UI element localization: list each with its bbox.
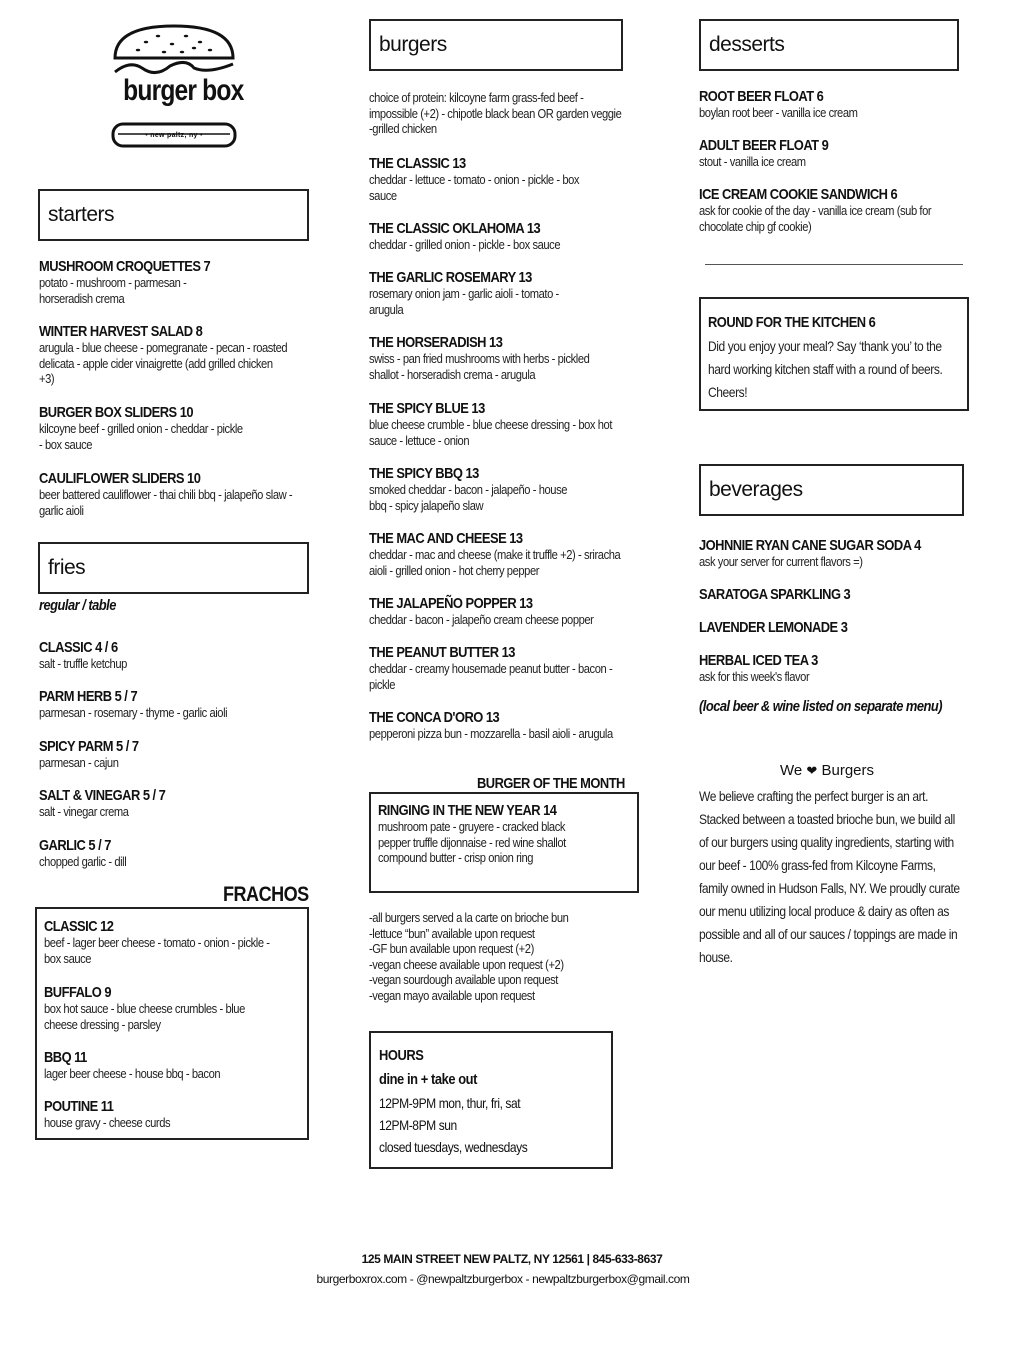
desserts-title: desserts [709, 33, 785, 56]
fries-item [39, 837, 324, 870]
burger-item [369, 334, 654, 382]
burger-item [369, 220, 654, 253]
item-name: RINGING IN THE NEW YEAR 14 [378, 802, 557, 819]
hours-line: 12PM-8PM sun [379, 1117, 457, 1133]
item-name: THE SPICY BBQ 13 [369, 465, 479, 482]
note-line: -lettuce “bun” available upon request [369, 925, 535, 941]
burger-item [369, 155, 654, 203]
brand-location: • new paltz, ny • [145, 132, 203, 139]
note-line: -vegan mayo available upon request [369, 987, 535, 1003]
item-name: THE PEANUT BUTTER 13 [369, 644, 515, 661]
dessert-item [699, 137, 984, 170]
item-name: CAULIFLOWER SLIDERS 10 [39, 470, 201, 487]
item-desc: mushroom pate - gruyere - cracked black pepper truffle dijonnaise - red wine shallot compound butter - crisp onion ring [378, 819, 566, 865]
note-line: -vegan cheese available upon request (+2) [369, 956, 564, 972]
fries-item [39, 787, 324, 820]
item-desc: ask for cookie of the day - vanilla ice cream (sub for chocolate chip gf cookie) [699, 203, 932, 234]
item-name: ROOT BEER FLOAT 6 [699, 88, 824, 105]
item-desc: parmesan - cajun [39, 755, 119, 770]
hours-line: closed tuesdays, wednesdays [379, 1139, 528, 1155]
beverage-item [699, 619, 984, 636]
fries-item [39, 688, 324, 721]
item-desc: boylan root beer - vanilla ice cream [699, 105, 858, 120]
item-desc: blue cheese crumble - blue cheese dressing - box hot sauce - lettuce - onion [369, 417, 613, 448]
about-text: We believe crafting the perfect burger is an art. Stacked between a toasted brioche bun, we build all of our burgers using quality ingredients, starting with our beef - 100% grass-fed from Kilcoyne Farms, family owned in Hudson Falls, NY. We proudly curate our menu utilizing local produce & dairy as often as possible and all of our sauces / toppings are made in house. [699, 788, 960, 965]
frachos-item [44, 984, 329, 1032]
note-line: -GF bun available upon request (+2) [369, 941, 534, 956]
item-desc: salt - vinegar crema [39, 804, 129, 819]
item-desc: cheddar - creamy housemade peanut butter - bacon - pickle [369, 661, 613, 692]
item-name: HERBAL ICED TEA 3 [699, 652, 818, 669]
item-name: THE HORSERADISH 13 [369, 334, 503, 351]
fries-item [39, 639, 324, 672]
item-desc: beef - lager beer cheese - tomato - onion - pickle - box sauce [44, 935, 270, 966]
item-name: BURGER BOX SLIDERS 10 [39, 404, 194, 421]
item-name: WINTER HARVEST SALAD 8 [39, 323, 203, 340]
burger-item [369, 269, 654, 317]
burger-of-month-item [378, 802, 663, 866]
divider [705, 264, 963, 265]
item-name: SPICY PARM 5 / 7 [39, 738, 139, 755]
item-name: CLASSIC 12 [44, 918, 114, 935]
item-desc: ask your server for current flavors =) [699, 554, 863, 569]
item-name: THE SPICY BLUE 13 [369, 400, 485, 417]
frachos-item [44, 918, 329, 966]
burger-item [369, 709, 654, 742]
item-name: MUSHROOM CROQUETTES 7 [39, 258, 211, 275]
item-desc: cheddar - bacon - jalapeño cream cheese popper [369, 612, 594, 627]
item-desc: rosemary onion jam - garlic aioli - tomato - arugula [369, 286, 559, 317]
starter-item [39, 258, 324, 306]
dessert-item [699, 88, 984, 121]
fries-title: fries [48, 556, 86, 579]
dessert-item [699, 186, 984, 234]
footer-address: 125 MAIN STREET NEW PALTZ, NY 12561 | 845-633-8637 [361, 1252, 663, 1266]
beverage-item [699, 586, 984, 603]
hours-line: 12PM-9PM mon, thur, fri, sat [379, 1095, 521, 1111]
starter-item [39, 323, 324, 387]
fries-header [38, 542, 309, 594]
item-name: ADULT BEER FLOAT 9 [699, 137, 829, 154]
item-name: GARLIC 5 / 7 [39, 837, 111, 854]
kitchen-title: ROUND FOR THE KITCHEN 6 [708, 314, 876, 331]
item-desc: chopped garlic - dill [39, 854, 127, 869]
item-desc: potato - mushroom - parmesan - horseradish crema [39, 275, 187, 306]
beverage-item [699, 537, 984, 570]
about-title [780, 762, 874, 779]
beverages-title: beverages [709, 478, 803, 501]
item-desc: pepperoni pizza bun - mozzarella - basil aioli - arugula [369, 726, 613, 741]
fries-item [39, 738, 324, 771]
burgers-intro: choice of protein: kilcoyne farm grass-fed beef - impossible (+2) - chipotle black bean OR garden veggie -grilled chicken [369, 90, 622, 136]
note-line: -vegan sourdough available upon request [369, 972, 558, 987]
item-name: ICE CREAM COOKIE SANDWICH 6 [699, 186, 898, 203]
burger-of-month-label: BURGER OF THE MONTH [477, 775, 625, 792]
fries-subtitle: regular / table [39, 597, 116, 614]
starters-header [38, 189, 309, 241]
item-desc: cheddar - lettuce - tomato - onion - pickle - box sauce [369, 172, 580, 203]
hours-title: HOURS [379, 1047, 424, 1064]
burger-item [369, 400, 654, 448]
burger-item [369, 530, 654, 578]
item-desc: cheddar - grilled onion - pickle - box sauce [369, 237, 561, 252]
item-name: BBQ 11 [44, 1049, 87, 1066]
burger-item [369, 465, 654, 513]
item-name: SALT & VINEGAR 5 / 7 [39, 787, 166, 804]
item-name: THE CLASSIC OKLAHOMA 13 [369, 220, 541, 237]
frachos-title: FRACHOS [223, 883, 309, 906]
item-name: THE MAC AND CHEESE 13 [369, 530, 523, 547]
brand-name: burger box [123, 74, 244, 107]
item-desc: cheddar - mac and cheese (make it truffle +2) - sriracha aioli - grilled onion - hot cherry pepper [369, 547, 621, 578]
item-desc: kilcoyne beef - grilled onion - cheddar - pickle - box sauce [39, 421, 243, 452]
kitchen-item [708, 314, 978, 404]
item-desc: stout - vanilla ice cream [699, 154, 806, 169]
about-title-pre: We [780, 762, 803, 779]
item-name: SARATOGA SPARKLING 3 [699, 586, 851, 603]
item-name: LAVENDER LEMONADE 3 [699, 619, 848, 636]
item-name: POUTINE 11 [44, 1098, 114, 1115]
item-name: THE CLASSIC 13 [369, 155, 466, 172]
item-name: JOHNNIE RYAN CANE SUGAR SODA 4 [699, 537, 921, 554]
hours-box [369, 1031, 613, 1169]
item-name: PARM HERB 5 / 7 [39, 688, 138, 705]
item-desc: beer battered cauliflower - thai chili bbq - jalapeño slaw - garlic aioli [39, 487, 293, 518]
burgers-header [369, 19, 623, 71]
beverages-note: (local beer & wine listed on separate menu) [699, 698, 943, 715]
heart-icon: ❤ [806, 763, 818, 778]
burger-item [369, 644, 654, 692]
hours-subtitle: dine in + take out [379, 1071, 477, 1088]
frachos-item [44, 1098, 329, 1131]
footer-contact: burgerboxrox.com - @newpaltzburgerbox - newpaltzburgerbox@gmail.com [316, 1272, 690, 1286]
item-name: THE GARLIC ROSEMARY 13 [369, 269, 532, 286]
item-desc: house gravy - cheese curds [44, 1115, 171, 1130]
burgers-title: burgers [379, 33, 447, 56]
item-name: BUFFALO 9 [44, 984, 112, 1001]
frachos-item [44, 1049, 329, 1082]
beverages-header [699, 464, 964, 516]
item-desc: box hot sauce - blue cheese crumbles - blue cheese dressing - parsley [44, 1001, 245, 1032]
note-line: -all burgers served a la carte on brioche bun [369, 910, 569, 925]
item-desc: salt - truffle ketchup [39, 656, 127, 671]
item-name: THE JALAPEÑO POPPER 13 [369, 595, 533, 612]
item-name: CLASSIC 4 / 6 [39, 639, 118, 656]
burger-item [369, 595, 654, 628]
item-desc: arugula - blue cheese - pomegranate - pecan - roasted delicata - apple cider vinaigrette (add grilled chicken +3) [39, 340, 288, 386]
desserts-header [699, 19, 959, 71]
item-desc: ask for this week's flavor [699, 669, 810, 684]
item-desc: swiss - pan fried mushrooms with herbs - pickled shallot - horseradish crema - arugula [369, 351, 590, 382]
item-name: THE CONCA D'ORO 13 [369, 709, 500, 726]
beverage-item [699, 652, 984, 685]
item-desc: smoked cheddar - bacon - jalapeño - house bbq - spicy jalapeño slaw [369, 482, 568, 513]
item-desc: parmesan - rosemary - thyme - garlic aioli [39, 705, 228, 720]
starters-title: starters [48, 203, 115, 226]
burger-notes [369, 910, 669, 1003]
starter-item [39, 404, 324, 452]
about-title-post: Burgers [821, 762, 875, 779]
kitchen-text: Did you enjoy your meal? Say ‘thank you’ to the hard working kitchen staff with a round of beers. Cheers! [708, 338, 943, 400]
logo [110, 22, 244, 152]
item-desc: lager beer cheese - house bbq - bacon [44, 1066, 221, 1081]
starter-item [39, 470, 324, 518]
